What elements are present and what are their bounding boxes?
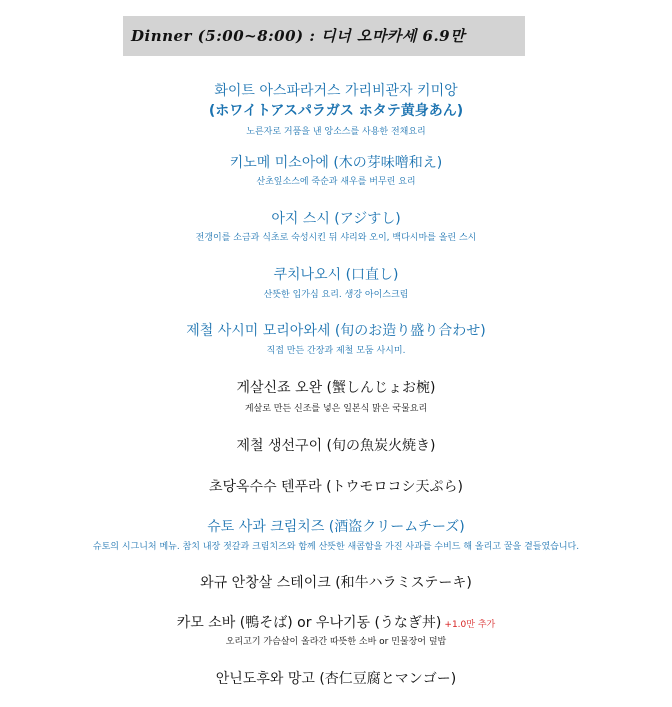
item-title: 카모 소바 (鴨そば) or 우나기동 (うなぎ丼) [176,615,442,631]
item-description: 산뜻한 입가심 요리. 생강 아이스크림 [263,290,409,300]
surcharge-note: +1.0만 추가 [444,620,496,630]
item-description: 직접 만든 간장과 제철 모둠 사시미. [266,346,406,356]
item-title: 와규 안창살 스테이크 (和牛ハラミステーキ) [200,575,472,591]
item-description: 노른자로 거품을 낸 앙소스를 사용한 전채요리 [246,127,426,137]
menu-header [123,16,525,56]
item-title: 아지 스시 (アジすし) [271,211,401,227]
item-title: 초당옥수수 텐푸라 (トウモロコシ天ぷら) [208,479,463,495]
item-title: 제철 사시미 모리아와세 (旬のお造り盛り合わせ) [186,323,486,339]
item-title: 안닌도후와 망고 (杏仁豆腐とマンゴー) [215,671,457,687]
item-title: 제철 생선구이 (旬の魚炭火焼き) [236,438,436,454]
item-title: 화이트 아스파라거스 가리비관자 키미앙 [214,83,458,99]
item-title-row [0,612,672,632]
item-description: 산초잎소스에 죽순과 새우를 버무린 요리 [256,177,416,187]
menu-header-title: Dinner (5:00~8:00) : 디너 오마카세 6.9만 [131,27,466,45]
item-description: 오리고기 가슴살이 올라간 따뜻한 소바 or 민물장어 덮밥 [225,637,447,647]
item-title-japanese: (ホワイトアスパラガス ホタテ黄身あん) [208,103,464,119]
item-title: 키노메 미소아에 (木の芽味噌和え) [229,155,443,171]
item-description: 슈토의 시그니처 메뉴. 참치 내장 젓갈과 크림치즈와 함께 산뜻한 새콤함을 가진 사과를 수비드 해 올리고 꿀을 곁들였습니다. [92,542,580,552]
item-title: 슈토 사과 크림치즈 (酒盗クリームチーズ) [207,519,465,535]
item-description: 전갱이를 소금과 식초로 숙성시킨 뒤 샤리와 오이, 백다시마를 올린 스시 [195,233,477,243]
item-title: 게살신죠 오완 (蟹しんじょお椀) [236,380,436,396]
item-title: 쿠치나오시 (口直し) [273,267,399,283]
item-description: 게살로 만든 신조를 넣은 일본식 맑은 국물요리 [244,404,428,414]
